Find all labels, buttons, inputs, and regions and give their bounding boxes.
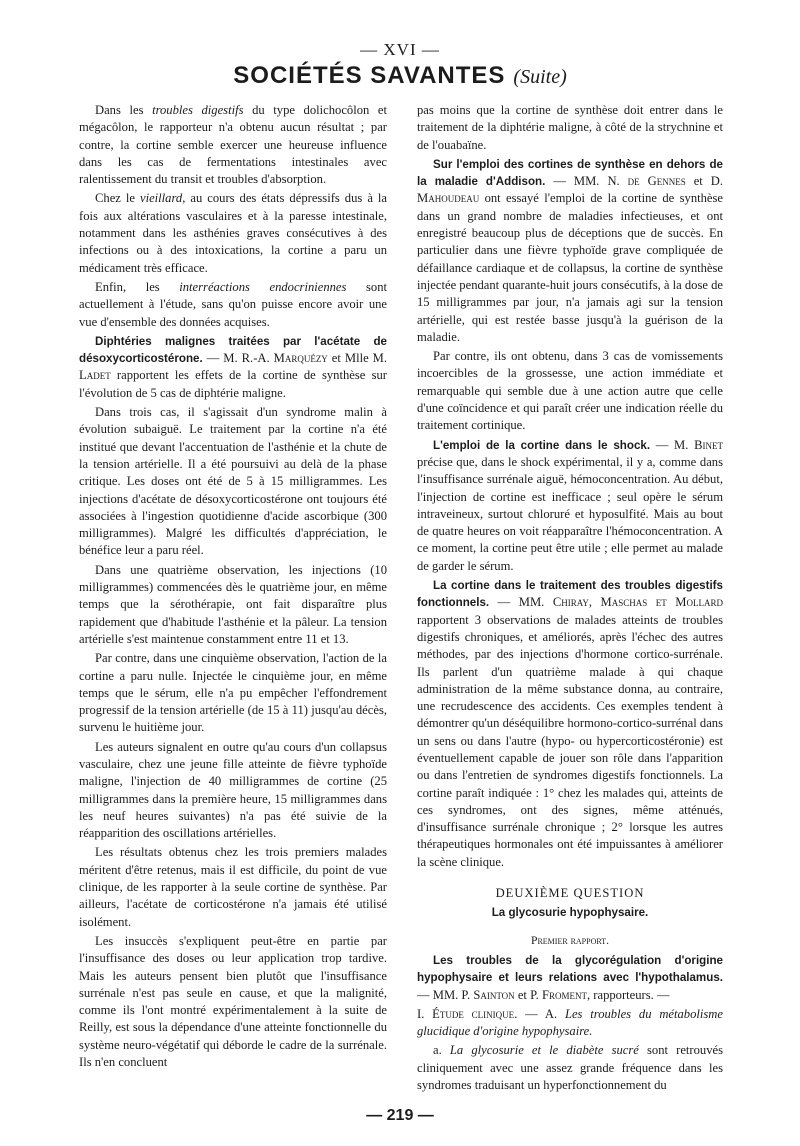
report-heading: Premier rapport. xyxy=(531,933,609,947)
article-cortines-synthese: Sur l'emploi des cortines de synthèse en dehors de la maladie d'Addison. — MM. N. de Gennes et D. Mahoudeau ont essayé l'emploi de la cortine de synthèse dans un grand nombre de maladies infectieuses, et ont enregistré beaucoup plus de déceptions que de succès. En particulier dans une fièvre typhoïde grave compliquée de défaillance cardiaque et de collapsus, la cortine de synthèse injectée pendant quarante-huit jours consécutifs, à la dose de 15 milligrammes par jour, n'a jamais agi sur la tension artérielle, qui est restée basse jusqu'à la guérison de la maladie. xyxy=(417,157,723,344)
article-title: Les troubles de la glycorégulation d'origine hypophysaire et leurs relations avec l'hypothalamus. xyxy=(417,953,723,985)
page-number: — 219 — xyxy=(366,1107,434,1124)
article-glycoregulation: Les troubles de la glycorégulation d'origine hypophysaire et leurs relations avec l'hypothalamus. — MM. P. Sainton et P. Froment, rapporteurs. — xyxy=(417,953,723,1002)
paragraph: Par contre, ils ont obtenu, dans 3 cas de vomissements incoercibles de la grossesse, une action immédiate et remarquable qui semble due à une action autre que celle d'une coïncidence et qui paraît créer une indication réelle du traitement cortinique. xyxy=(417,349,723,433)
page-title: SOCIÉTÉS SAVANTES xyxy=(233,62,506,89)
article-diphteries: Diphtéries malignes traitées par l'acétate de désoxycorticostérone. — M. R.-A. Marquézy et Mlle M. Ladet rapportent les effets de la cortine de synthèse sur l'évolution de 5 cas de diphtérie maligne. xyxy=(79,334,388,400)
paragraph: pas moins que la cortine de synthèse doit entrer dans le traitement de la diphtérie maligne, à côté de la strychnine et de l'ouabaïne. xyxy=(417,103,723,152)
article-shock: L'emploi de la cortine dans le shock. — M. Binet précise que, dans le shock expérimental, il y a, comme dans l'insuffisance surrénale aiguë, hémoconcentration. Au début, l'injection de cortine est inefficace ; seul opère le sérum intraveineux, surtout chloruré et hyposulfité. Mais au bout de quatre heures on voit réapparaître l'hémoconcentration. A ce moment, la cortine peut être utile ; elle permet au malade de garder le sérum. xyxy=(417,437,723,573)
subsection-heading: I. Étude clinique. — A. Les troubles du métabolisme glucidique d'origine hypophysaire. xyxy=(417,1006,723,1039)
paragraph: Enfin, les interréactions endocriniennes sont actuellement à l'étude, sans qu'on puisse encore avoir une vue d'ensemble des données acquises. xyxy=(79,279,387,329)
paragraph: Par contre, dans une cinquième observation, l'action de la cortine a paru nulle. Injectée le cinquième jour, en même temps que le sérum, elle n'a pu empêcher l'effondrement progressif de la tension artérielle (de 15 à 11) jusqu'au décès, survenu le huitième jour. xyxy=(79,651,387,735)
paragraph: Dans trois cas, il s'agissait d'un syndrome malin à évolution subaiguë. Le traitement par la cortine n'a été institué que devant l'accentuation de l'asthénie et la chute de la tension artérielle. Il a été poursuivi au delà de la phase critique. Les doses ont été de 5 à 15 milligrammes. Les injections d'acétate de désoxycorticostérone ont toujours été associées à l'ingestion quotidienne d'acide ascorbique (300 milligrammes). Malgré les difficultés d'appréciation, le bénéfice leur a paru réel. xyxy=(79,405,387,558)
paragraph: Chez le vieillard, au cours des états dépressifs dus à la fois aux altérations vasculaires et à la paresse intestinale, notamment dans les asthénies graves consécutives à des infections ou à des intoxications, la cortine a paru un médicament très efficace. xyxy=(79,191,388,275)
article-troubles-digestifs: La cortine dans le traitement des troubles digestifs fonctionnels. — MM. Chiray, Maschas et Mollard rapportent 3 observations de malades atteints de troubles digestifs chroniques, et améliorés, après l'échec des autres méthodes, par des injections d'hormone cortico-surrénale. Ils parlent d'un quatrième malade à qui chaque administration de la même substance donna, au contraire, une recrudescence des accidents. Ces exemples tendent à démontrer qu'un déséquilibre hormono-cortico-surrénal dans un sens ou dans l'autre (hypo- ou hypercorticostéronie) est éventuellement capable de jouer son rôle dans l'apparition ou dans l'entretien de syndromes digestifs fonctionnels. La cortine paraît indiquée : 1° chez les malades qui, atteints de ces syndromes, ont des signes, même atténués, d'insuffisance surrénale chronique ; 2° lorsque les autres thérapeutiques hormonales ont été impuissantes à améliorer la scène clinique. xyxy=(417,579,723,869)
article-title: Sur l'emploi des cortines de synthèse en dehors de la maladie d'Addison. xyxy=(417,157,723,189)
paragraph: Les auteurs signalent en outre qu'au cours d'un collapsus vasculaire, chez une jeune fille atteinte de fièvre typhoïde maligne, l'injection de 40 milligrammes de cortine (25 milligrammes dans la première heure, 15 milligrammes dans les neuf heures suivantes) n'a pas été suivie de la réapparition des oscillations artérielles. xyxy=(79,739,387,841)
right-column xyxy=(417,102,723,1096)
paragraph: Les insuccès s'expliquent peut-être en partie par l'insuffisance des doses ou leur application trop tardive. Mais les auteurs pensent bien plutôt que l'insuffisance surrénale n'est pas seule en cause, et que la malignité, comme ils l'ont montré expérimentalement à la suite de Reilly, est sous la dépendance d'une atteinte fonctionnelle du système neuro-végétatif qui déborde le cadre de la surrénale. Ils n'en concluent xyxy=(79,933,387,1070)
article-title: La cortine dans le traitement des troubles digestifs fonctionnels. xyxy=(417,579,723,610)
paragraph: Les résultats obtenus chez les trois premiers malades méritent d'être retenus, mais il est difficile, du point de vue clinique, de les rapporter à la seule cortine de synthèse. Par ailleurs, l'acétate de corticostérone n'a jamais été utilisé isolément. xyxy=(79,845,387,929)
page-title-suite: (Suite) xyxy=(513,66,567,88)
left-column xyxy=(79,102,387,1073)
article-title: Diphtéries malignes traitées par l'acétate de désoxycorticostérone. xyxy=(79,334,387,366)
page-number-roman: — XVI — xyxy=(360,40,440,59)
paragraph: Dans les troubles digestifs du type dolichocôlon et mégacôlon, le rapporteur n'a obtenu aucun résultat ; par contre, la cortine semble exercer une heureuse influence dans les cas de fermentations intestinales avec ralentissement du transit et troubles d'absorption. xyxy=(79,103,388,187)
paragraph: Dans une quatrième observation, les injections (10 milligrammes) commencées dès le quatrième jour, en même temps que la sérothérapie, ont fait disparaître plus rapidement que d'habitude l'asthénie et la pâleur. La tension artérielle s'est maintenue constamment entre 11 et 13. xyxy=(79,562,387,646)
paragraph: a. La glycosurie et le diabète sucré sont retrouvés cliniquement avec une assez grande fréquence dans les syndromes traduisant un hyperfonctionnement du xyxy=(417,1043,724,1093)
section-subtitle: La glycosurie hypophysaire. xyxy=(491,906,649,920)
page-header xyxy=(0,62,800,90)
section-heading: DEUXIÈME QUESTION xyxy=(495,886,645,901)
article-title: L'emploi de la cortine dans le shock. xyxy=(433,438,651,452)
